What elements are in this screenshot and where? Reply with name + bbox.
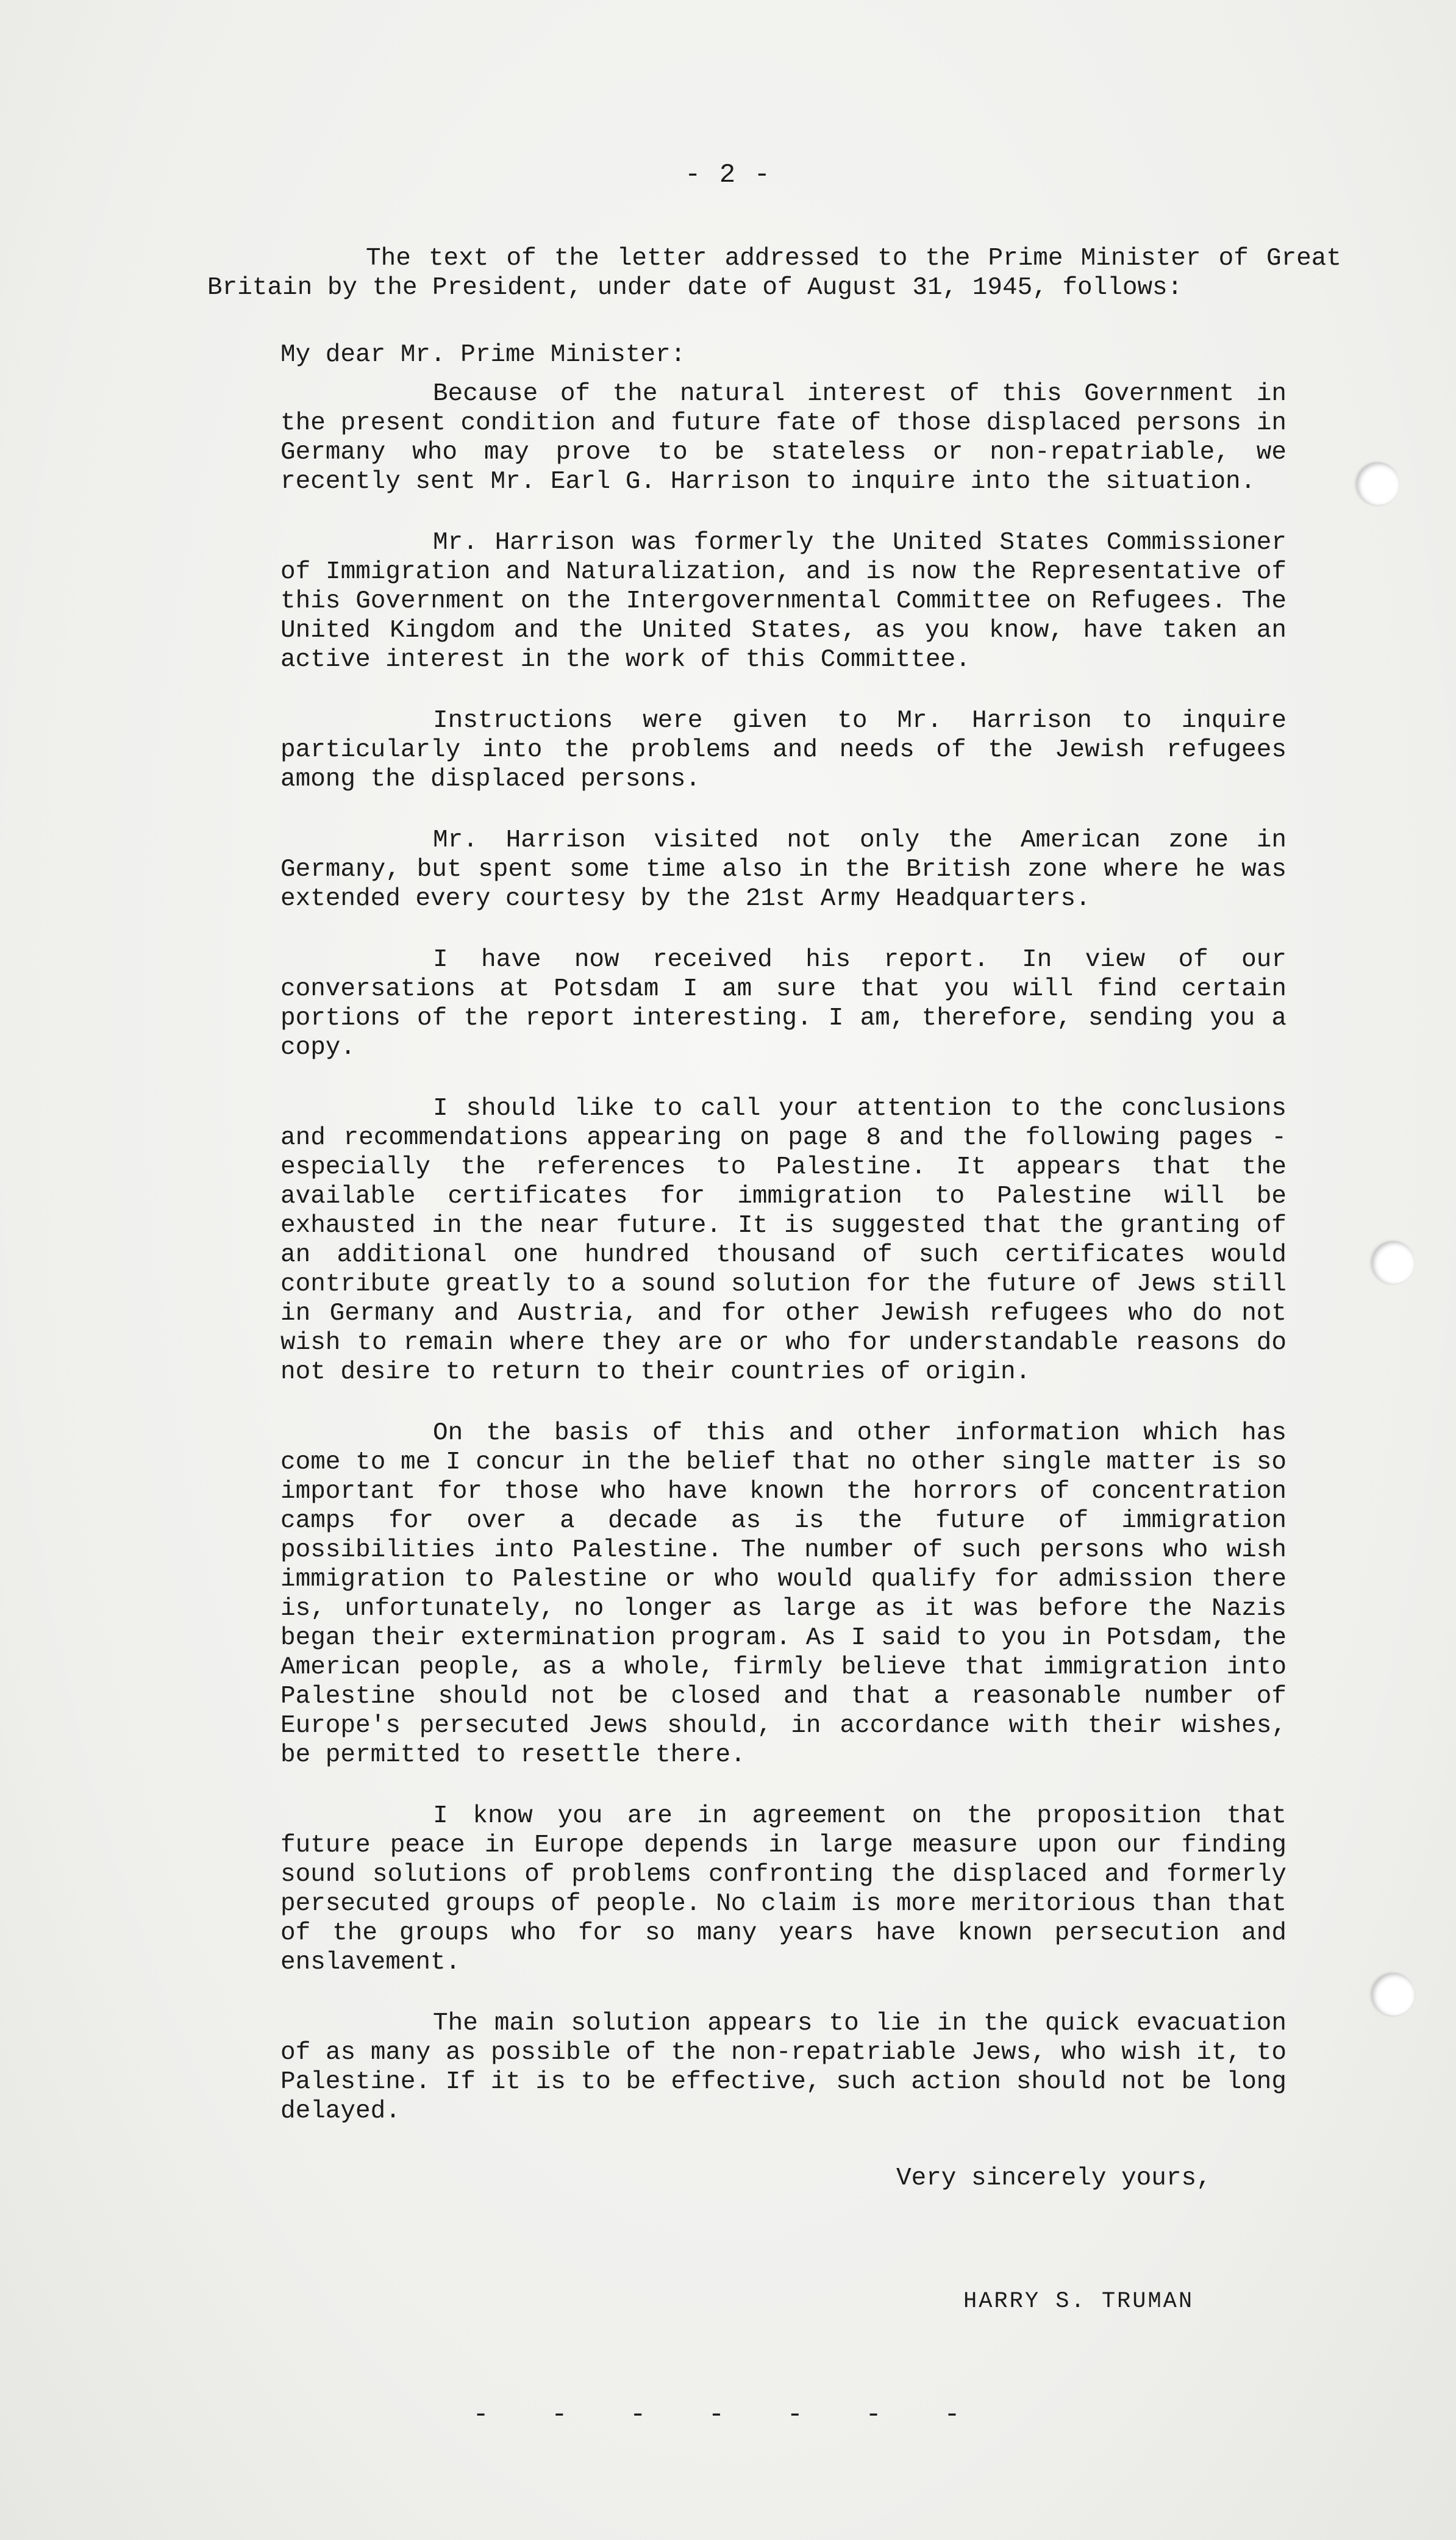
punch-hole-middle: [1372, 1241, 1415, 1284]
letter-paragraph: I have now received his report. In view of our conversations at Potsdam I am sure that you will find certain portions of the report interesting. I am, therefore, sending you a copy.: [280, 946, 1286, 1062]
letter-paragraph: On the basis of this and other information which has come to me I concur in the belief that no other single matter is so important for those who have known the horrors of concentration camps for over a decade as is the future of immigration possibilities into Palestine. The number of such persons who wish immigration to Palestine or who would qualify for admission there is, unfortunately, no longer as large as it was before the Nazis began their extermination program. As I said to you in Potsdam, the American people, as a whole, firmly believe that immigration into Palestine should not be closed and that a reasonable number of Europe's persecuted Jews should, in accordance with their wishes, be permitted to resettle there.: [280, 1419, 1286, 1769]
page-number: - 2 -: [684, 160, 772, 190]
punch-hole-top: [1357, 462, 1399, 505]
intro-text: The text of the letter addressed to the Prime Minister of Great Britain by the President, under date of August 31, 1945, follows:: [207, 245, 1341, 302]
letter-paragraph: The main solution appears to lie in the quick evacuation of as many as possible of the non-repatriable Jews, who wish it, to Palestine. If it is to be effective, such action should not be long delayed.: [280, 2009, 1286, 2125]
letter-paragraph: Mr. Harrison visited not only the American zone in Germany, but spent some time also in the British zone where he was extended every courtesy by the 21st Army Headquarters.: [280, 826, 1286, 913]
complimentary-close: Very sincerely yours,: [896, 2164, 1212, 2192]
letter-paragraph: Mr. Harrison was formerly the United States Commissioner of Immigration and Naturalization, and is now the Representative of this Government on the Intergovernmental Committee on Refugees. The United Kingdom and the United States, as you know, have taken an active interest in the work of this Committee.: [280, 529, 1286, 674]
letter-paragraph: Because of the natural interest of this Government in the present condition and future fate of those displaced persons in Germany who may prove to be stateless or non-repatriable, we recently sent Mr. Earl G. Harrison to inquire into the situation.: [280, 380, 1286, 496]
letter-paragraph: I know you are in agreement on the proposition that future peace in Europe depends in large measure upon our finding sound solutions of problems confronting the displaced and formerly persecuted groups of people. No claim is more meritorious than that of the groups who for so many years have known persecution and enslavement.: [280, 1802, 1286, 1977]
signature-name: HARRY S. TRUMAN: [963, 2289, 1194, 2314]
salutation: My dear Mr. Prime Minister:: [280, 341, 686, 369]
letter-body: [280, 340, 1286, 2316]
end-dashes: - - - - - - -: [473, 2400, 983, 2430]
punch-hole-bottom: [1372, 1973, 1415, 2016]
letter-paragraph: Instructions were given to Mr. Harrison to inquire particularly into the problems and needs of the Jewish refugees among the displaced persons.: [280, 707, 1286, 793]
letter-document: [207, 244, 1341, 2316]
letter-paragraph: I should like to call your attention to the conclusions and recommendations appearing on page 8 and the following pages - especially the references to Palestine. It appears that the available certificates for immigration to Palestine will be exhausted in the near future. It is suggested that the granting of an additional one hundred thousand of such certificates would contribute greatly to a sound solution for the future of Jews still in Germany and Austria, and for other Jewish refugees who do not wish to remain where they are or who for understandable reasons do not desire to return to their countries of origin.: [280, 1095, 1286, 1386]
